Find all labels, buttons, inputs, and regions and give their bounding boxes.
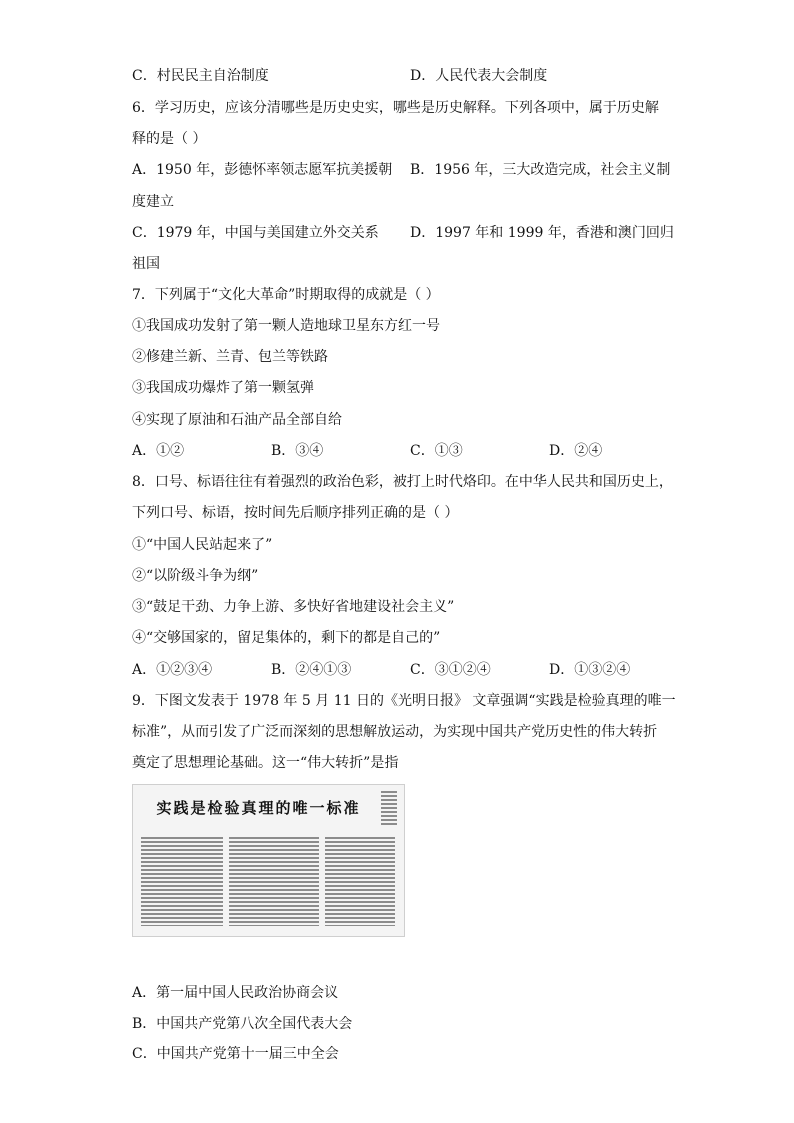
q6-option-d: D．1997 年和 1999 年，香港和澳门回归 — [410, 225, 674, 241]
q7-option-a: A．①② — [132, 443, 185, 459]
q5-option-d: D．人民代表大会制度 — [410, 68, 548, 84]
q6-option-c: C．1979 年，中国与美国建立外交关系 — [132, 225, 379, 241]
newspaper-column — [381, 791, 397, 826]
q8-stem-line2: 下列口号、标语，按时间先后顺序排列正确的是（ ） — [132, 505, 459, 521]
q6-option-d-cont: 祖国 — [132, 256, 160, 272]
q8-item-4: ④“交够国家的，留足集体的，剩下的都是自己的” — [132, 630, 441, 646]
q9-option-a: A．第一届中国人民政治协商会议 — [132, 985, 339, 1001]
q8-option-c: C．③①②④ — [410, 662, 491, 678]
q7-item-1: ①我国成功发射了第一颗人造地球卫星东方红一号 — [132, 318, 440, 334]
q7-option-d: D．②④ — [549, 443, 603, 459]
newspaper-photo — [132, 784, 405, 937]
q8-item-2: ②“以阶级斗争为纲” — [132, 568, 259, 584]
q9-stem-line1: 9．下图文发表于 1978 年 5 月 11 日的《光明日报》 文章强调“实践是检验真理的唯一 — [132, 693, 676, 709]
q7-item-4: ④实现了原油和石油产品全部自给 — [132, 412, 342, 428]
newspaper-column — [141, 837, 223, 926]
q7-option-c: C．①③ — [410, 443, 463, 459]
q8-option-d: D．①③②④ — [549, 662, 631, 678]
q8-option-a: A．①②③④ — [132, 662, 213, 678]
q9-stem-line2: 标准”，从而引发了广泛而深刻的思想解放运动，为实现中国共产党历史性的伟大转折 — [132, 724, 658, 740]
q9-stem-line3: 奠定了思想理论基础。这一“伟大转折”是指 — [132, 755, 399, 771]
q6-option-b-cont: 度建立 — [132, 194, 174, 210]
q9-option-c: C．中国共产党第十一届三中全会 — [132, 1046, 339, 1062]
q5-option-c: C．村民民主自治制度 — [132, 68, 269, 84]
q6-option-b: B．1956 年，三大改造完成，社会主义制 — [410, 162, 671, 178]
q6-stem-line1: 6．学习历史，应该分清哪些是历史史实，哪些是历史解释。下列各项中，属于历史解 — [132, 100, 659, 116]
q7-item-3: ③我国成功爆炸了第一颗氢弹 — [132, 380, 314, 396]
q6-option-a: A．1950 年，彭德怀率领志愿军抗美援朝 — [132, 162, 393, 178]
newspaper-column — [325, 837, 395, 926]
q7-option-b: B．③④ — [271, 443, 324, 459]
newspaper-column — [229, 837, 319, 926]
q9-option-b: B．中国共产党第八次全国代表大会 — [132, 1016, 353, 1032]
q8-item-3: ③“鼓足干劲、力争上游、多快好省地建设社会主义” — [132, 599, 455, 615]
q7-item-2: ②修建兰新、兰青、包兰等铁路 — [132, 349, 328, 365]
q8-item-1: ①“中国人民站起来了” — [132, 537, 273, 553]
q8-option-b: B．②④①③ — [271, 662, 352, 678]
newspaper-headline: 实践是检验真理的唯一标准 — [153, 797, 364, 818]
q8-stem-line1: 8．口号、标语往往有着强烈的政治色彩，被打上时代烙印。在中华人民共和国历史上， — [132, 474, 673, 490]
q7-stem: 7．下列属于“文化大革命”时期取得的成就是（ ） — [132, 287, 440, 303]
q6-stem-line2: 释的是（ ） — [132, 131, 207, 147]
